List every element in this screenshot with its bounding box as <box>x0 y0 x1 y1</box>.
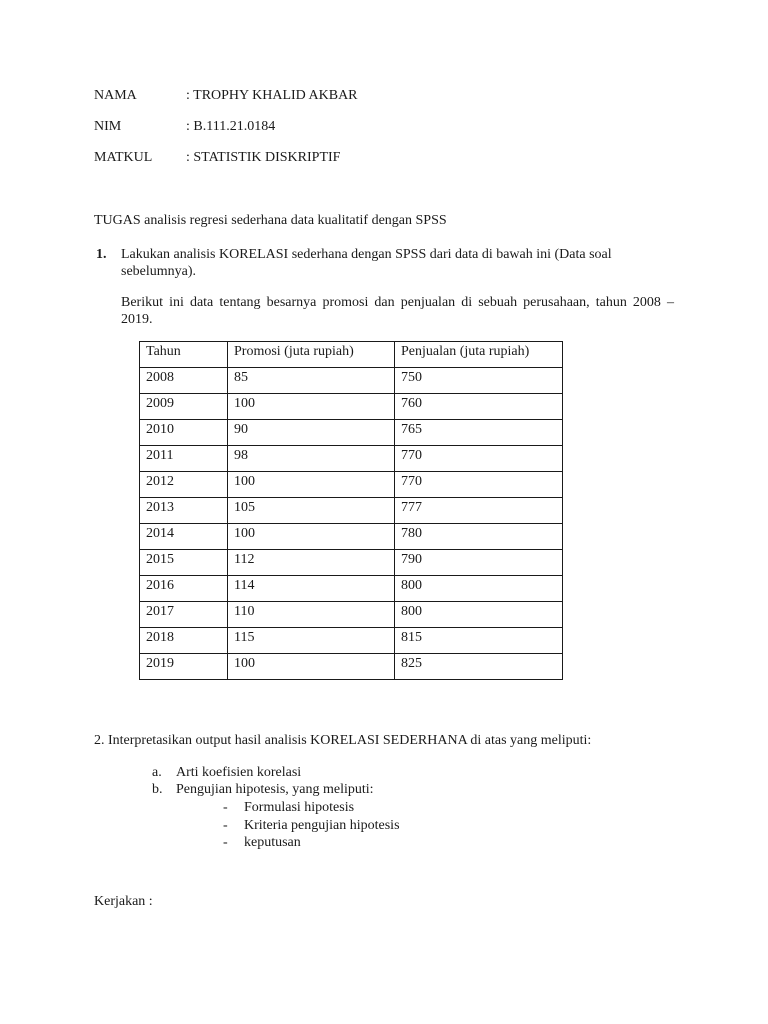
list-marker-a: a. <box>152 765 162 780</box>
cell-tahun: 2008 <box>140 368 228 394</box>
header-tahun: Tahun <box>140 342 228 368</box>
cell-penjualan: 815 <box>395 628 563 654</box>
cell-tahun: 2019 <box>140 654 228 680</box>
table-row <box>140 420 563 446</box>
cell-tahun: 2010 <box>140 420 228 446</box>
cell-tahun: 2016 <box>140 576 228 602</box>
cell-promosi: 90 <box>228 420 395 446</box>
table-row <box>140 654 563 680</box>
nim-label: NIM <box>94 119 122 134</box>
cell-penjualan: 765 <box>395 420 563 446</box>
cell-promosi: 114 <box>228 576 395 602</box>
question-2-text: 2. Interpretasikan output hasil analisis KORELASI SEDERHANA di atas yang meliputi: <box>94 733 592 748</box>
cell-penjualan: 780 <box>395 524 563 550</box>
course-value: : STATISTIK DISKRIPTIF <box>186 150 341 165</box>
nim-value: : B.111.21.0184 <box>186 119 276 134</box>
table-row <box>140 550 563 576</box>
table-row <box>140 446 563 472</box>
cell-penjualan: 770 <box>395 472 563 498</box>
cell-promosi: 112 <box>228 550 395 576</box>
cell-promosi: 85 <box>228 368 395 394</box>
cell-penjualan: 790 <box>395 550 563 576</box>
name-value: : TROPHY KHALID AKBAR <box>186 88 358 103</box>
table-row <box>140 472 563 498</box>
table-row <box>140 498 563 524</box>
table-row <box>140 576 563 602</box>
sub-item-formulasi: Formulasi hipotesis <box>244 800 355 815</box>
cell-promosi: 100 <box>228 524 395 550</box>
closing-text: Kerjakan : <box>94 894 153 909</box>
list-item-a: Arti koefisien korelasi <box>176 765 302 780</box>
assignment-title: TUGAS analisis regresi sederhana data kualitatif dengan SPSS <box>94 213 447 228</box>
cell-promosi: 100 <box>228 472 395 498</box>
table-row <box>140 602 563 628</box>
course-label: MATKUL <box>94 150 153 165</box>
sub-item-marker: - <box>223 800 228 815</box>
header-penjualan: Penjualan (juta rupiah) <box>395 342 563 368</box>
cell-penjualan: 770 <box>395 446 563 472</box>
cell-penjualan: 800 <box>395 602 563 628</box>
cell-tahun: 2014 <box>140 524 228 550</box>
list-marker-b: b. <box>152 782 163 797</box>
cell-tahun: 2009 <box>140 394 228 420</box>
question-1-number: 1. <box>96 247 107 262</box>
cell-tahun: 2018 <box>140 628 228 654</box>
data-table <box>139 341 563 680</box>
name-label: NAMA <box>94 88 137 103</box>
cell-penjualan: 800 <box>395 576 563 602</box>
sub-item-marker: - <box>223 818 228 833</box>
cell-tahun: 2013 <box>140 498 228 524</box>
sub-item-keputusan: keputusan <box>244 835 301 850</box>
cell-tahun: 2011 <box>140 446 228 472</box>
header-promosi: Promosi (juta rupiah) <box>228 342 395 368</box>
cell-penjualan: 825 <box>395 654 563 680</box>
table-row <box>140 628 563 654</box>
list-item-b: Pengujian hipotesis, yang meliputi: <box>176 782 374 797</box>
table-row <box>140 368 563 394</box>
sub-item-kriteria: Kriteria pengujian hipotesis <box>244 818 400 833</box>
cell-promosi: 98 <box>228 446 395 472</box>
sub-item-marker: - <box>223 835 228 850</box>
cell-tahun: 2012 <box>140 472 228 498</box>
cell-promosi: 100 <box>228 654 395 680</box>
table-row <box>140 524 563 550</box>
cell-promosi: 100 <box>228 394 395 420</box>
cell-penjualan: 760 <box>395 394 563 420</box>
cell-tahun: 2015 <box>140 550 228 576</box>
cell-promosi: 115 <box>228 628 395 654</box>
cell-tahun: 2017 <box>140 602 228 628</box>
cell-penjualan: 777 <box>395 498 563 524</box>
question-1-intro: Berikut ini data tentang besarnya promosi dan penjualan di sebuah perusahaan, tahun 2008 – 2019. <box>121 295 674 327</box>
table-row <box>140 394 563 420</box>
cell-penjualan: 750 <box>395 368 563 394</box>
table-header-row <box>140 342 563 368</box>
question-1-text: Lakukan analisis KORELASI sederhana dengan SPSS dari data di bawah ini (Data soal sebelumnya). <box>121 247 612 279</box>
cell-promosi: 105 <box>228 498 395 524</box>
cell-promosi: 110 <box>228 602 395 628</box>
